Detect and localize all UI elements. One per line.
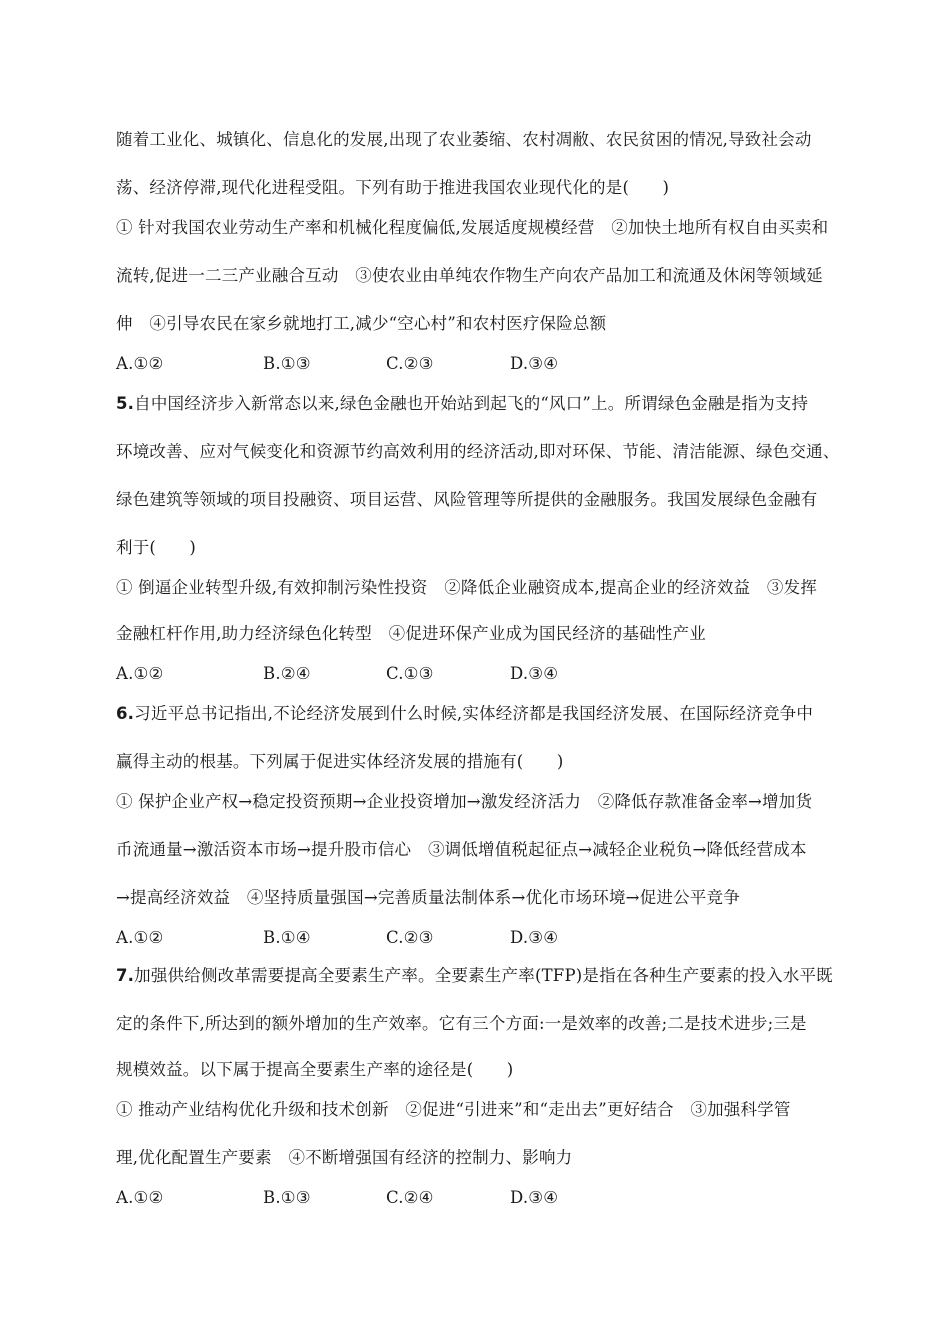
- q5-option-b: B.②④: [263, 664, 311, 683]
- q5-statement-line-2: 金融杠杆作用,助力经济绿色化转型 ④促进环保产业成为国民经济的基础性产业: [116, 624, 706, 643]
- q6-option-b: B.①④: [263, 928, 311, 947]
- q7-statement-line-1: ① 推动产业结构优化升级和技术创新 ②促进“引进来”和“走出去”更好结合 ③加强科学管: [116, 1100, 791, 1119]
- q5-option-a: A.①②: [116, 664, 164, 683]
- q4-stem-line-1: 随着工业化、城镇化、信息化的发展,出现了农业萎缩、农村凋敝、农民贫困的情况,导致社会动: [116, 130, 812, 149]
- q7-stem-text-1: 加强供给侧改革需要提高全要素生产率。全要素生产率(TFP)是指在各种生产要素的投入水平既: [134, 966, 833, 985]
- q6-stem-line-2: 赢得主动的根基。下列属于促进实体经济发展的措施有( ): [116, 752, 564, 771]
- q4-option-c: C.②③: [386, 354, 434, 373]
- q5-stem-line-2: 环境改善、应对气候变化和资源节约高效利用的经济活动,即对环保、节能、清洁能源、绿色交通、: [116, 442, 840, 461]
- q7-stem-line-1: [116, 966, 833, 986]
- q7-option-a: A.①②: [116, 1188, 164, 1207]
- q5-stem-line-4: 利于( ): [116, 538, 197, 557]
- q4-statement-line-2: 流转,促进一二三产业融合互动 ③使农业由单纯农作物生产向农产品加工和流通及休闲等领域延: [116, 266, 823, 285]
- q4-option-d: D.③④: [510, 354, 559, 373]
- q7-option-d: D.③④: [510, 1188, 559, 1207]
- q6-stem-text-1: 习近平总书记指出,不论经济发展到什么时候,实体经济都是我国经济发展、在国际经济竞争中: [134, 704, 814, 723]
- q4-stem-line-2: 荡、经济停滞,现代化进程受阻。下列有助于推进我国农业现代化的是( ): [116, 178, 670, 197]
- q7-statement-line-2: 理,优化配置生产要素 ④不断增强国有经济的控制力、影响力: [116, 1148, 573, 1167]
- q6-statement-line-3: →提高经济效益 ④坚持质量强国→完善质量法制体系→优化市场环境→促进公平竞争: [116, 888, 740, 907]
- q4-statement-line-3: 伸 ④引导农民在家乡就地打工,减少“空心村”和农村医疗保险总额: [116, 314, 607, 333]
- q5-option-c: C.①③: [386, 664, 434, 683]
- q4-statement-line-1: ① 针对我国农业劳动生产率和机械化程度偏低,发展适度规模经营 ②加快土地所有权自由买卖和: [116, 218, 829, 237]
- q5-stem-line-1: [116, 394, 808, 414]
- q7-option-b: B.①③: [263, 1188, 311, 1207]
- q6-statement-line-1: ① 保护企业产权→稳定投资预期→企业投资增加→激发经济活力 ②降低存款准备金率→增加货: [116, 792, 813, 811]
- q4-option-a: A.①②: [116, 354, 164, 373]
- q6-option-d: D.③④: [510, 928, 559, 947]
- q7-stem-line-2: 定的条件下,所达到的额外增加的生产效率。它有三个方面:一是效率的改善;二是技术进步;三是: [116, 1014, 807, 1033]
- q5-number: 5.: [116, 394, 135, 413]
- q7-option-c: C.②④: [386, 1188, 434, 1207]
- q7-number: 7.: [116, 966, 135, 985]
- q4-option-b: B.①③: [263, 354, 311, 373]
- q6-statement-line-2: 币流通量→激活资本市场→提升股市信心 ③调低增值税起征点→减轻企业税负→降低经营成本: [116, 840, 807, 859]
- q6-stem-line-1: [116, 704, 813, 724]
- q6-option-c: C.②③: [386, 928, 434, 947]
- q5-stem-line-3: 绿色建筑等领域的项目投融资、项目运营、风险管理等所提供的金融服务。我国发展绿色金融有: [116, 490, 818, 509]
- q6-number: 6.: [116, 704, 135, 723]
- q5-stem-text-1: 自中国经济步入新常态以来,绿色金融也开始站到起飞的“风口”上。所谓绿色金融是指为支持: [134, 394, 809, 413]
- q6-option-a: A.①②: [116, 928, 164, 947]
- q5-statement-line-1: ① 倒逼企业转型升级,有效抑制污染性投资 ②降低企业融资成本,提高企业的经济效益 ③发挥: [116, 578, 818, 597]
- q7-stem-line-3: 规模效益。以下属于提高全要素生产率的途径是( ): [116, 1060, 514, 1079]
- q5-option-d: D.③④: [510, 664, 559, 683]
